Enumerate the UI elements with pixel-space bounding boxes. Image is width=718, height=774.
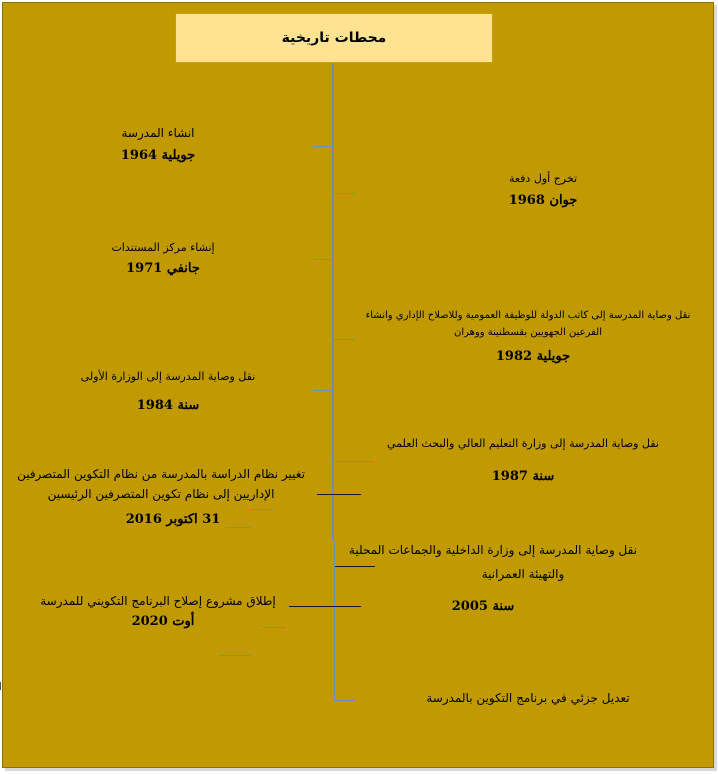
event-date-2020: أوت 2020 bbox=[131, 614, 195, 629]
event-label-final: تعديل جزئي في برنامج التكوين بالمدرسة bbox=[426, 691, 630, 705]
event-label-2005-line2: والتهيئة العمرانية bbox=[481, 567, 565, 581]
event-label-2020: إطلاق مشروع إصلاح البرنامج التكويني للمدرسة bbox=[40, 594, 276, 608]
timeline-axis-upper bbox=[332, 63, 334, 541]
event-label-1964: انشاء المدرسة bbox=[121, 126, 195, 140]
event-label-2016-line2: الإداريين إلى نظام تكوين المتصرفين الرئيسين bbox=[47, 487, 275, 501]
event-date-1968: جوان 1968 bbox=[508, 193, 578, 208]
event-label-1982-line1: نقل وصاية المدرسة إلى كاتب الدولة للوظيفة العمومية وللاصلاح الإداري وانشاء bbox=[365, 310, 691, 321]
event-label-2005-line1: نقل وصاية المدرسة إلى وزارة الداخلية والجماعات المحلية bbox=[348, 543, 638, 557]
connector-1968 bbox=[333, 193, 355, 194]
connector-1984 bbox=[313, 390, 333, 391]
timeline-title: محطات تاريخية bbox=[175, 13, 493, 63]
event-date-1971: جانفي 1971 bbox=[126, 261, 200, 276]
event-date-1984: سنة 1984 bbox=[136, 398, 200, 413]
connector-2020-b bbox=[219, 655, 251, 656]
edge-mark bbox=[0, 682, 1, 690]
timeline-axis-lower bbox=[334, 541, 335, 701]
event-label-1987: نقل وصاية المدرسة إلى وزارة التعليم العالي والبحث العلمي bbox=[387, 437, 659, 450]
connector-1964 bbox=[313, 146, 333, 147]
connector-1987 bbox=[333, 461, 373, 462]
event-date-1964: جويلية 1964 bbox=[120, 148, 196, 163]
event-date-2016: 31 اكتوبر 2016 bbox=[125, 512, 221, 527]
event-date-1982: جويلية 1982 bbox=[495, 349, 571, 364]
connector-2020-axis bbox=[289, 606, 361, 607]
event-label-1982-line2: الفرعين الجهويين بقسطنينة ووهران bbox=[454, 327, 602, 338]
connector-2020 bbox=[263, 627, 285, 628]
event-label-2016-line1: تغيير نظام الدراسة بالمدرسة من نظام التكوين المتصرفين bbox=[17, 467, 305, 481]
event-label-1968: تخرج أول دفعة bbox=[508, 172, 578, 185]
event-date-2005: سنة 2005 bbox=[451, 599, 515, 614]
connector-2016-axis bbox=[317, 494, 361, 495]
connector-2005-axis bbox=[335, 566, 375, 567]
event-label-1984: نقل وصاية المدرسة إلى الوزارة الأولى bbox=[80, 370, 256, 383]
event-date-1987: سنة 1987 bbox=[491, 469, 555, 484]
event-label-1971: إنشاء مركز المستندات bbox=[111, 241, 215, 254]
timeline-background bbox=[2, 2, 714, 768]
connector-1971 bbox=[313, 259, 333, 260]
connector-final bbox=[335, 700, 355, 701]
